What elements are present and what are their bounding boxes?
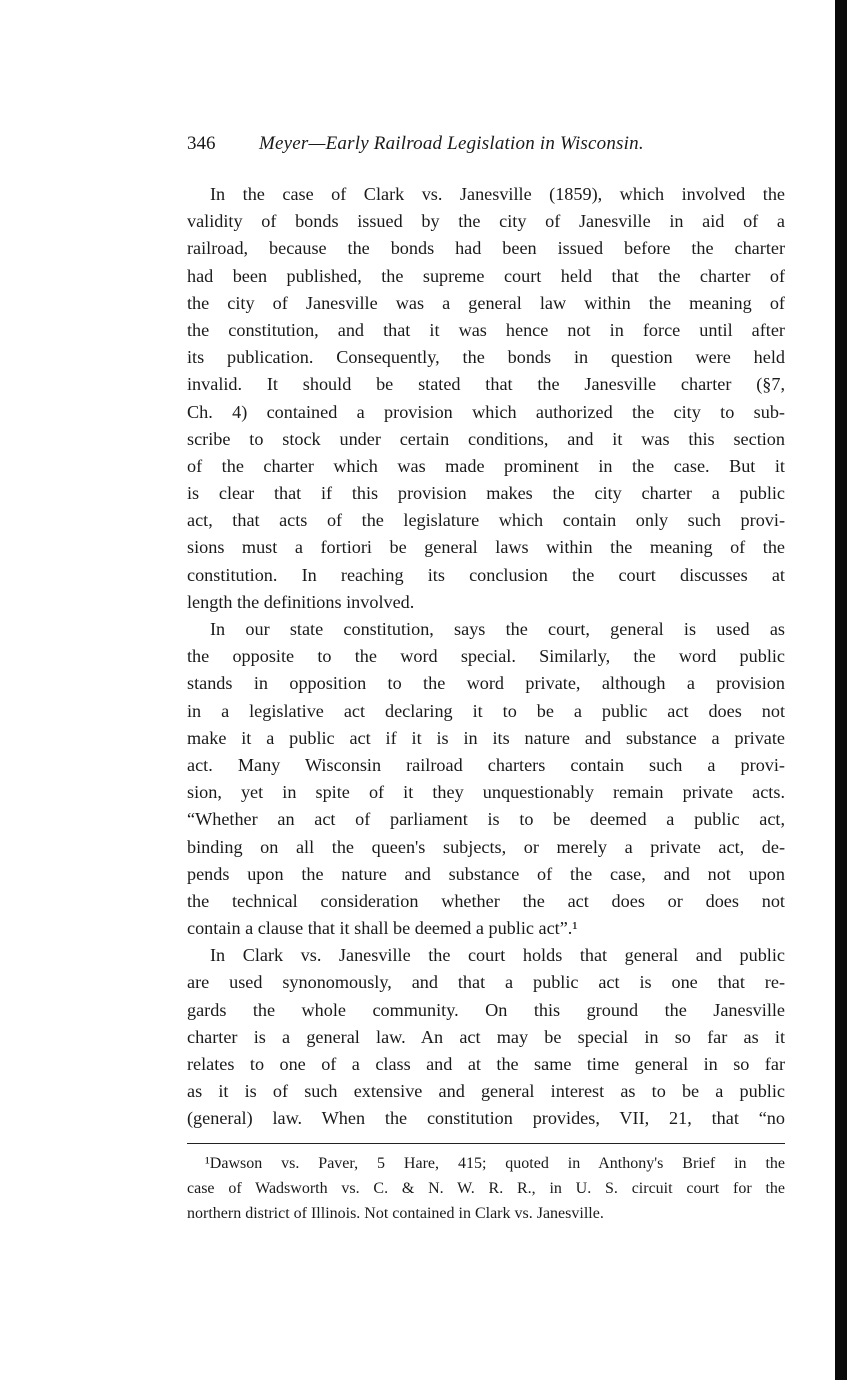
text-line: sion, yet in spite of it they unquestionably remain private acts. <box>187 782 785 803</box>
text-line: invalid. It should be stated that the Janesville charter (§7, <box>187 374 785 395</box>
text-line: its publication. Consequently, the bonds in question were held <box>187 347 785 368</box>
text-line: the technical consideration whether the act does or does not <box>187 890 785 911</box>
text-line: scribe to stock under certain conditions, and it was this section <box>187 428 785 449</box>
text-line: In the case of Clark vs. Janesville (1859), which involved the <box>210 184 785 204</box>
text-line: the city of Janesville was a general law within the meaning of <box>187 292 785 313</box>
text-line: charter is a general law. An act may be special in so far as it <box>187 1026 785 1047</box>
text-line: are used synonomously, and that a public act is one that re- <box>187 972 785 993</box>
text-line: sions must a fortiori be general laws within the meaning of the <box>187 537 785 558</box>
page-header <box>187 133 787 163</box>
running-title: Meyer—Early Railroad Legislation in Wisconsin. <box>259 133 644 154</box>
text-line: railroad, because the bonds had been issued before the charter <box>187 238 785 259</box>
footnote-line: case of Wadsworth vs. C. & N. W. R. R., in U. S. circuit court for the <box>187 1180 785 1197</box>
text-line: is clear that if this provision makes the city charter a public <box>187 483 785 504</box>
text-line: In Clark vs. Janesville the court holds that general and public <box>210 945 785 966</box>
footnote-line: ¹Dawson vs. Paver, 5 Hare, 415; quoted in Anthony's Brief in the <box>205 1155 785 1172</box>
text-line: validity of bonds issued by the city of Janesville in aid of a <box>187 211 785 232</box>
text-line: as it is of such extensive and general interest as to be a public <box>187 1081 785 1102</box>
footnote-rule <box>187 1143 785 1144</box>
text-line: gards the whole community. On this ground the Janesville <box>187 999 785 1020</box>
text-line: In our state constitution, says the court, general is used as <box>210 619 785 639</box>
text-line: contain a clause that it shall be deemed a public act”.¹ <box>187 918 578 939</box>
scan-edge <box>835 0 847 1380</box>
text-line: stands in opposition to the word private, although a provision <box>187 673 785 694</box>
text-line: pends upon the nature and substance of the case, and not upon <box>187 863 785 884</box>
text-line: binding on all the queen's subjects, or merely a private act, de- <box>187 836 785 857</box>
text-line: (general) law. When the constitution provides, VII, 21, that “no <box>187 1108 785 1129</box>
page-number: 346 <box>187 133 216 154</box>
text-line: act. Many Wisconsin railroad charters contain such a provi- <box>187 754 785 775</box>
text-line: act, that acts of the legislature which contain only such provi- <box>187 510 785 531</box>
text-line: the opposite to the word special. Similarly, the word public <box>187 646 785 667</box>
body-text <box>187 181 785 1133</box>
text-line: in a legislative act declaring it to be a public act does not <box>187 700 785 721</box>
text-line: make it a public act if it is in its nature and substance a private <box>187 727 785 748</box>
text-line: “Whether an act of parliament is to be deemed a public act, <box>187 809 785 830</box>
text-line: had been published, the supreme court held that the charter of <box>187 265 785 286</box>
text-line: the constitution, and that it was hence not in force until after <box>187 319 785 340</box>
text-line: constitution. In reaching its conclusion the court discusses at <box>187 564 785 585</box>
text-line: length the definitions involved. <box>187 591 415 612</box>
footnote <box>187 1151 785 1226</box>
footnote-line: northern district of Illinois. Not contained in Clark vs. Janesville. <box>187 1205 604 1222</box>
text-line: Ch. 4) contained a provision which authorized the city to sub- <box>187 401 785 422</box>
text-line: relates to one of a class and at the same time general in so far <box>187 1054 785 1074</box>
text-line: of the charter which was made prominent in the case. But it <box>187 455 785 476</box>
